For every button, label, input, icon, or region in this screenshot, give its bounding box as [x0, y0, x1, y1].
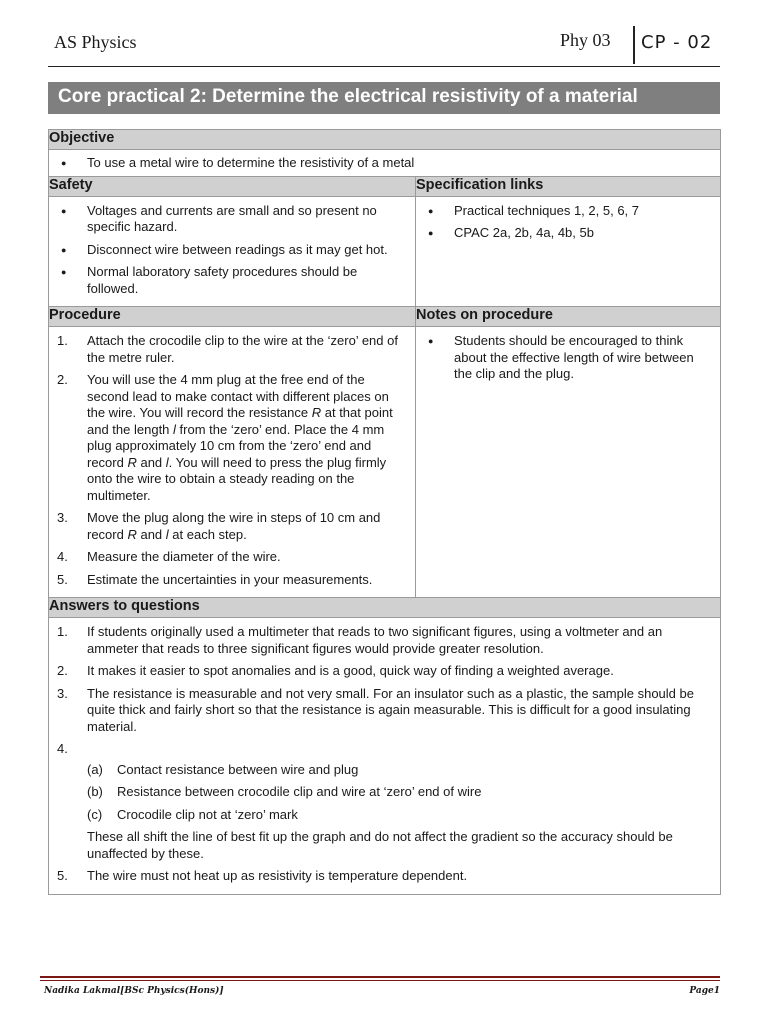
page-title: Core practical 2: Determine the electrical resistivity of a material: [48, 82, 720, 114]
footer-page-number: Page1: [689, 986, 720, 996]
answer-subitem: (a) Contact resistance between wire and plug: [87, 761, 359, 777]
spec-link-item: ● Practical techniques 1, 2, 5, 6, 7: [424, 203, 712, 220]
procedure-heading: Procedure: [49, 307, 416, 327]
notes-cell: [416, 327, 721, 598]
objective-item: ● To use a metal wire to determine the resistivity of a metal: [57, 155, 712, 172]
subject-label: AS Physics: [54, 32, 137, 52]
answer-item: 1. If students originally used a multimeter that reads to two significant figures, using a voltmeter and an ammeter that reads to three significant figures would provide greater resolution.: [57, 624, 663, 656]
objective-cell: [49, 150, 721, 177]
procedure-step: 3. Move the plug along the wire in steps of 10 cm and record R and l at each step.: [57, 510, 381, 542]
page-header: [48, 26, 720, 67]
answer-item: 3. The resistance is measurable and not very small. For an insulator such as a plastic, the sample should be quite thick and fairly short so that the resistance is again measurable. This is difficult for a good insulating material.: [57, 685, 694, 734]
answers-cell: [49, 618, 721, 895]
practical-code: CP - 02: [641, 32, 713, 53]
answer-4-conclusion: These all shift the line of best fit up the graph and do not affect the gradient so the accuracy should be unaffected by these.: [87, 829, 673, 861]
safety-item: ● Voltages and currents are small and so present no specific hazard.: [57, 203, 407, 236]
answer-item: 5. The wire must not heat up as resistivity is temperature dependent.: [57, 868, 468, 883]
answers-heading: Answers to questions: [49, 598, 721, 618]
procedure-cell: [49, 327, 416, 598]
safety-item: ● Disconnect wire between readings as it may get hot.: [57, 242, 407, 259]
notes-heading: Notes on procedure: [416, 307, 721, 327]
procedure-step: 4. Measure the diameter of the wire.: [57, 549, 281, 564]
objective-heading: Objective: [49, 130, 721, 150]
answer-subitem: (b) Resistance between crocodile clip and wire at ‘zero’ end of wire: [87, 784, 482, 799]
footer-rule: [40, 976, 720, 978]
procedure-step: 5. Estimate the uncertainties in your measurements.: [57, 571, 373, 587]
procedure-step: 2. You will use the 4 mm plug at the free end of the second lead to make contact with different places on the wire. You will record the resistance R at that point and the length l from the ‘zero’ end. Place the 4 mm plug approximately 10 cm from the ‘zero’ end and record R and l. You will need to press the plug firmly onto the wire to obtain a steady reading on the multimeter.: [57, 372, 393, 503]
safety-item: ● Normal laboratory safety procedures should be followed.: [57, 264, 407, 297]
answer-item: 2. It makes it easier to spot anomalies and is a good, quick way of finding a weighted average.: [57, 663, 614, 678]
safety-heading: Safety: [49, 176, 416, 196]
answer-subitem: (c) Crocodile clip not at ‘zero’ mark: [87, 806, 298, 822]
spec-links-heading: Specification links: [416, 176, 721, 196]
footer-rule-thin: [40, 980, 720, 981]
spec-links-cell: [416, 196, 721, 307]
answer-item: 4. (a) Contact resistance between wire and plug (b) Resistance between crocodile clip and wire at ‘zero’ end of wire (c) Crocodile clip not at ‘zero’ mark These all shift the line of best fit up the graph and do not affect the gradient so the accuracy should be unaffected by these.: [57, 741, 712, 862]
unit-label: Phy 03: [560, 30, 611, 50]
header-divider: [633, 26, 635, 64]
notes-item: ● Students should be encouraged to think about the effective length of wire between the clip and the plug.: [424, 333, 712, 383]
safety-cell: [49, 196, 416, 307]
spec-link-item: ● CPAC 2a, 2b, 4a, 4b, 5b: [424, 225, 712, 242]
procedure-step: 1. Attach the crocodile clip to the wire at the ‘zero’ end of the metre ruler.: [57, 333, 398, 365]
footer-author: Nadika Lakmal[BSc Physics(Hons)]: [44, 986, 224, 996]
practical-table: [48, 129, 721, 895]
